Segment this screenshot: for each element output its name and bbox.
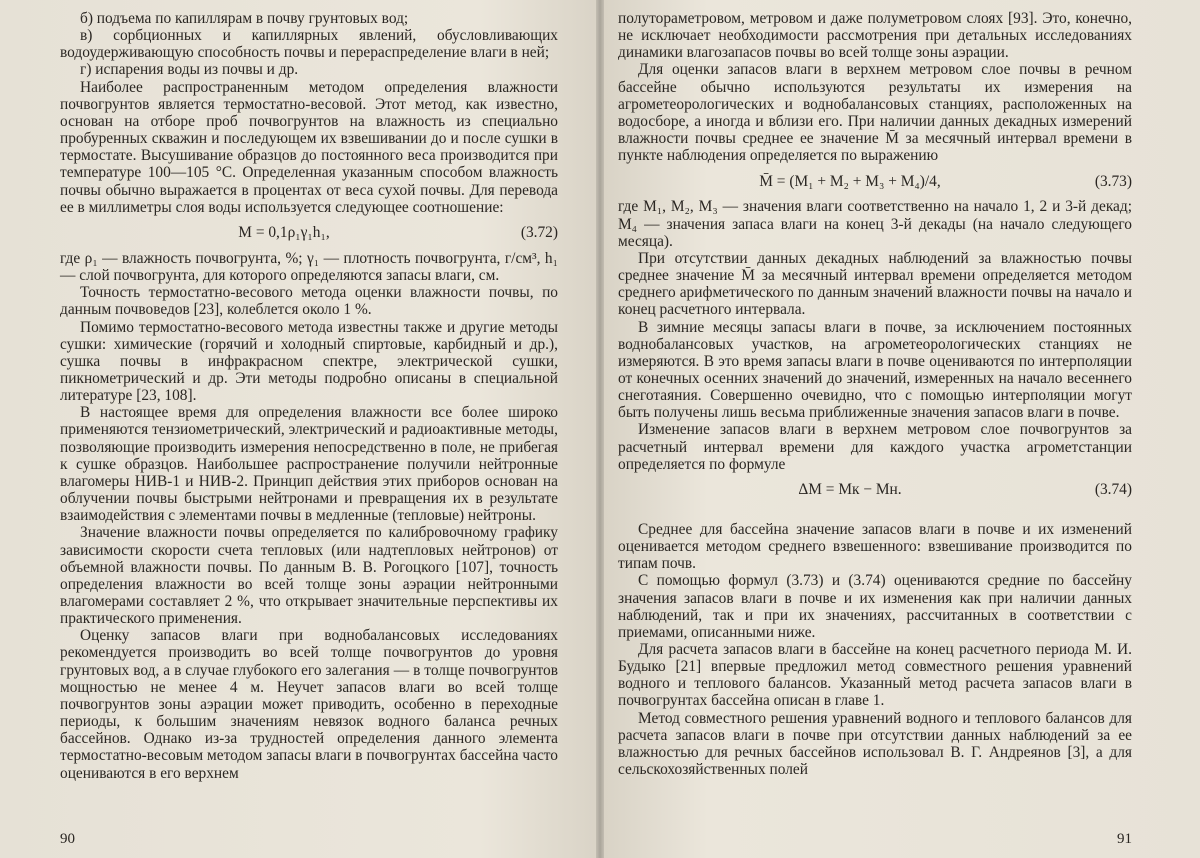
paragraph: Изменение запасов влаги в верхнем метровом слое почвогрунтов за расчетный интервал времени для каждого участка агрометстанции определяется по формуле <box>618 421 1132 473</box>
formula-expression: M = 0,1ρ₁γ₁h₁, <box>238 224 330 242</box>
page-number: 90 <box>60 831 75 847</box>
paragraph: полутораметровом, метровом и даже полуметровом слоях [93]. Это, конечно, не исключает необходимости рассмотрения при детальных исследованиях динамики влагозапасов почвы во всей толще зоны аэрации. <box>618 10 1132 62</box>
paragraph: Для расчета запасов влаги в бассейне на конец расчетного периода М. И. Будыко [21] впервые предложил метод совместного решения уравнений водного и теплового балансов. Указанный метод расчета запасов влаги в почвогрунтах бассейна описан в главе 1. <box>618 641 1132 710</box>
right-page <box>600 0 1200 858</box>
paragraph: В настоящее время для определения влажности все более широко применяются тензиометрический, электрический и радиоактивные методы, позволяющие производить измерения непосредственно в поле, не прибегая к сушке образцов. Наибольшее распространение получили нейтронные влагомеры НИВ-1 и НИВ-2. Принцип действия этих приборов основан на облучении почвы быстрыми нейтронами и превращения их в результате взаимодействия с элементами почвы в медленные (тепловые) нейтроны. <box>60 404 558 525</box>
paragraph: При отсутствии данных декадных наблюдений за влажностью почвы среднее значение M̄ за месячный интервал времени определяется методом среднего арифметического по данным значений влажности почвы на начало и конец расчетного интервала. <box>618 249 1132 319</box>
formula-3-72 <box>60 216 558 250</box>
paragraph: Точность термостатно-весового метода оценки влажности почвы, по данным почвоведов [23], колеблется около 1 %. <box>60 284 558 319</box>
paragraph: С помощью формул (3.73) и (3.74) оцениваются средние по бассейну значения запасов влаги в почве и их изменения как при наличии данных наблюдений, так и при их значениях, рассчитанных в соответствии с приемами, описанными ниже. <box>618 572 1132 641</box>
paragraph: Помимо термостатно-весового метода известны также и другие методы сушки: химические (горячий и холодный спиртовые, карбидный и др.), сушка почвы в инфракрасном спектре, электрической сушки, пикнометрический и др. Эти методы подробно описаны в специальной литературе [23, 108]. <box>60 318 558 405</box>
page-number: 91 <box>1117 831 1132 847</box>
paragraph: В зимние месяцы запасы влаги в почве, за исключением постоянных воднобалансовых участков, на агрометеорологических станциях не измеряются. В это время запасы влаги в почве оцениваются по интерполяции от конечных осенних значений до значений, измеренных на начало весеннего снеготаяния. Совершенно очевидно, что с помощью интерполяции могут быть получены лишь весьма приближенные значения запасов влаги в почве. <box>618 318 1132 422</box>
formula-expression: ΔM = Mк − Mн. <box>798 481 902 499</box>
formula-number: (3.72) <box>520 224 558 242</box>
paragraph: б) подъема по капиллярам в почву грунтовых вод; <box>80 10 409 27</box>
left-text-column <box>60 10 558 782</box>
paragraph: Метод совместного решения уравнений водного и теплового балансов для расчета запасов влаги в почве при отсутствии данных наблюдений за ее влажностью для речных бассейнов использовал В. Г. Андреянов [3], а для сельскохозяйственных полей <box>618 709 1132 779</box>
book-gutter <box>596 0 604 858</box>
formula-expression: M̄ = (M₁ + M₂ + M₃ + M₄)/4, <box>759 172 941 190</box>
formula-number: (3.73) <box>1094 172 1132 190</box>
paragraph: в) сорбционных и капиллярных явлений, обусловливающих водоудерживающую способность почвы и перераспределение влаги в ней; <box>60 27 558 62</box>
paragraph: где ρ₁ — влажность почвогрунта, %; γ₁ — плотность почвогрунта, г/см³, h₁ — слой почвогрунта, для которого определяются запасы влаги, см. <box>60 249 558 285</box>
paragraph: Значение влажности почвы определяется по калибровочному графику зависимости скорости счета тепловых (или надтепловых нейтронов) от объемной влажности почвы. По данным В. В. Рогоцкого [107], точность определения влажности во всей толще зоны аэрации нейтронными влагомерами составляет 2 %, что открывает значительные перспективы их практического применения. <box>60 524 558 628</box>
paragraph: Среднее для бассейна значение запасов влаги в почве и их изменений оценивается методом среднего взвешенного: взвешивание производится по типам почв. <box>618 520 1132 573</box>
formula-number: (3.74) <box>1094 481 1132 499</box>
formula-3-73 <box>618 164 1132 198</box>
paragraph: г) испарения воды из почвы и др. <box>80 61 299 79</box>
right-text-column <box>618 10 1132 778</box>
paragraph: Для оценки запасов влаги в верхнем метровом слое почвы в речном бассейне обычно используются результаты их измерения на агрометеорологических и воднобалансовых станциях, расположенных на водосборе, а иногда и вблизи его. При наличии данных декадных измерений влажности почвы среднее ее значение M̄ за месячный интервал времени в пункте наблюдения определяется по выражению <box>618 61 1132 165</box>
paragraph: где M₁, M₂, M₃ — значения влаги соответственно на начало 1, 2 и 3-й декад; M₄ — значения запаса влаги на конец 3-й декады (на начало следующего месяца). <box>618 198 1132 250</box>
paragraph: Наиболее распространенным методом определения влажности почвогрунтов является термостатно-весовой. Этот метод, как известно, основан на отборе проб почвогрунтов на влажность из специально пробуренных скважин и последующем их взвешивании до и после сушки в термостате. Высушивание образцов до постоянного веса производится при температуре 100—105 °С. Определенная указанным способом влажность почвы обычно выражается в процентах от веса сухой почвы. Для перевода ее в миллиметры слоя воды используется следующее соотношение: <box>60 78 558 216</box>
formula-3-74 <box>618 473 1132 507</box>
paragraph: Оценку запасов влаги при воднобалансовых исследованиях рекомендуется производить во всей толще почвогрунтов до уровня грунтовых вод, а в случае глубокого его залегания — в толще почвогрунтов мощностью не менее 4 м. Неучет запасов влаги во всей толще почвогрунтов зоны аэрации может приводить, особенно в переходные периоды, к большим значениям невязок водного баланса речных бассейнов. Однако из-за трудностей определения данного элемента термостатно-весовым методом запасы влаги в почвогрунтах бассейна часто оцениваются в его верхнем <box>60 627 558 782</box>
